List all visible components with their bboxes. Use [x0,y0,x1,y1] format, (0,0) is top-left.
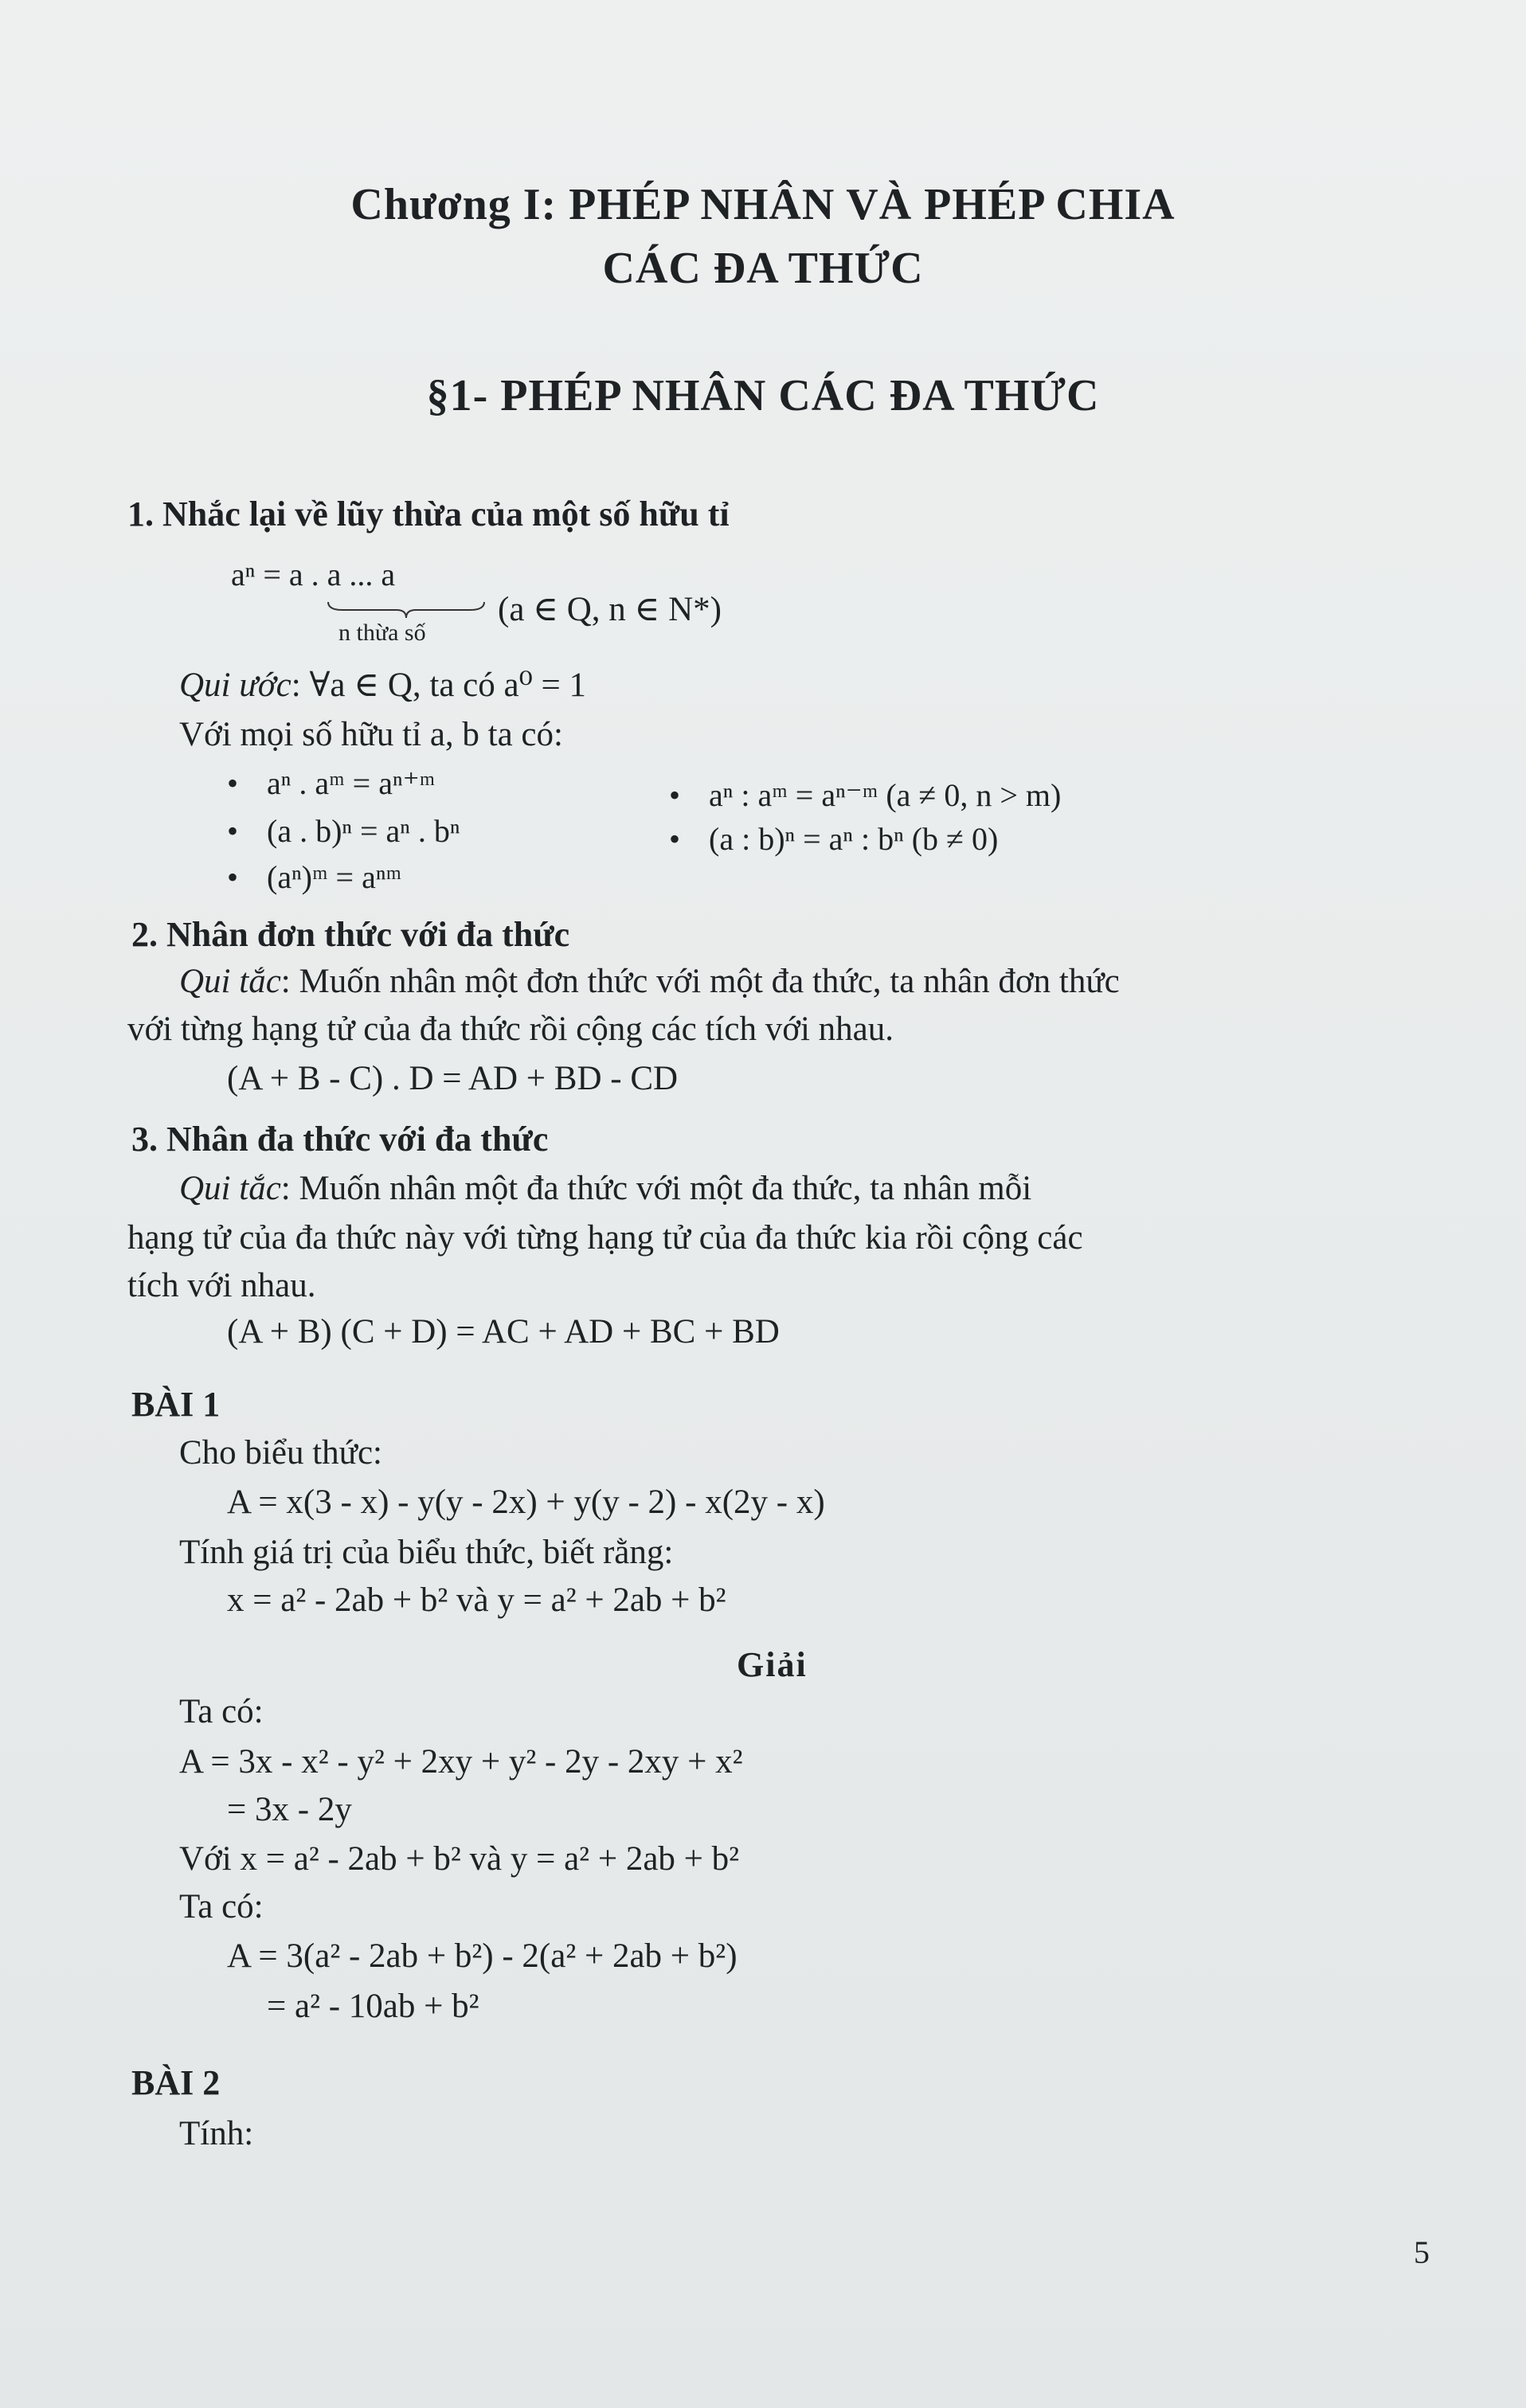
section-title: §1- PHÉP NHÂN CÁC ĐA THỨC [426,371,1100,420]
page-number: 5 [1414,2234,1430,2270]
rule-product: • aⁿ . aᵐ = aⁿ⁺ᵐ [227,765,436,801]
part3-rule-line2: hạng tử của đa thức này với từng hạng tử của đa thức kia rồi cộng các [127,1219,1083,1257]
part2-formula: (A + B - C) . D = AD + BD - CD [227,1060,679,1097]
power-brace-label: n thừa số [338,620,426,646]
rule-power-of-product-text: (a . b)ⁿ = aⁿ . bⁿ [267,813,460,849]
part2-rule-line2: với từng hạng tử của đa thức rồi cộng các tích với nhau. [127,1010,894,1048]
bai1-solution-line3: = 3x - 2y [227,1791,352,1828]
part3-rule-line1 [179,1169,1031,1208]
power-definition: aⁿ = a . a ... a [231,557,396,592]
underbrace [327,599,486,620]
chapter-title-line1: Chương I: PHÉP NHÂN VÀ PHÉP CHIA [350,180,1176,229]
rule-power-of-power: • (aⁿ)ᵐ = aⁿᵐ [227,859,402,895]
rule-power-of-quotient: • (a : b)ⁿ = aⁿ : bⁿ (b ≠ 0) [669,821,999,857]
convention-text: : ∀a ∈ Q, ta có a⁰ = 1 [291,666,587,704]
part2-heading: 2. Nhân đơn thức với đa thức [131,915,570,954]
rule-quotient: • aⁿ : aᵐ = aⁿ⁻ᵐ (a ≠ 0, n > m) [669,777,1062,813]
rule-power-of-power-text: (aⁿ)ᵐ = aⁿᵐ [267,859,402,895]
part2-rule-text: : Muốn nhân một đơn thức với một đa thức, ta nhân đơn thức [280,963,1120,1000]
bai1-expression: A = x(3 - x) - y(y - 2x) + y(y - 2) - x(2y - x) [227,1484,825,1521]
part2-rule-line1 [179,962,1120,1001]
bai1-solution-line5: Ta có: [179,1888,264,1925]
bai2-heading: BÀI 2 [131,2063,221,2102]
part2-rule-label: Qui tắc [179,963,281,1000]
bai1-solution-line6: A = 3(a² - 2ab + b²) - 2(a² + 2ab + b²) [227,1937,738,1975]
part3-rule-label: Qui tắc [179,1170,281,1207]
rule-product-text: aⁿ . aᵐ = aⁿ⁺ᵐ [267,765,436,801]
bai2-line1: Tính: [179,2115,254,2152]
chapter-title-line2: CÁC ĐA THỨC [602,244,924,293]
part1-heading: 1. Nhắc lại về lũy thừa của một số hữu tỉ [127,494,730,534]
rule-power-of-product: • (a . b)ⁿ = aⁿ . bⁿ [227,813,460,849]
bai1-heading: BÀI 1 [131,1385,221,1424]
convention-label: Qui ước [179,666,292,704]
part3-formula: (A + B) (C + D) = AC + AD + BC + BD [227,1313,780,1351]
rule-quotient-text: aⁿ : aᵐ = aⁿ⁻ᵐ (a ≠ 0, n > m) [709,777,1062,813]
bai1-solution-heading: Giải [737,1645,808,1684]
rule-power-of-quotient-text: (a : b)ⁿ = aⁿ : bⁿ (b ≠ 0) [709,821,999,857]
bai1-line1: Cho biểu thức: [179,1434,382,1472]
part3-rule-line3: tích với nhau. [127,1267,316,1304]
bai1-solution-line7: = a² - 10ab + b² [267,1988,479,2025]
convention [179,665,586,705]
rules-intro: Với mọi số hữu tỉ a, b ta có: [179,716,563,753]
bai1-solution-line4: Với x = a² - 2ab + b² và y = a² + 2ab + b² [179,1840,740,1878]
part3-heading: 3. Nhân đa thức với đa thức [131,1120,549,1159]
bai1-line3: Tính giá trị của biểu thức, biết rằng: [179,1534,674,1571]
bai1-condition: x = a² - 2ab + b² và y = a² + 2ab + b² [227,1581,726,1619]
bai1-solution-line1: Ta có: [179,1693,264,1730]
part3-rule-text: : Muốn nhân một đa thức với một đa thức, ta nhân mỗi [280,1170,1032,1207]
power-condition: (a ∈ Q, n ∈ N*) [498,591,722,628]
bai1-solution-line2: A = 3x - x² - y² + 2xy + y² - 2y - 2xy + x² [179,1743,743,1781]
